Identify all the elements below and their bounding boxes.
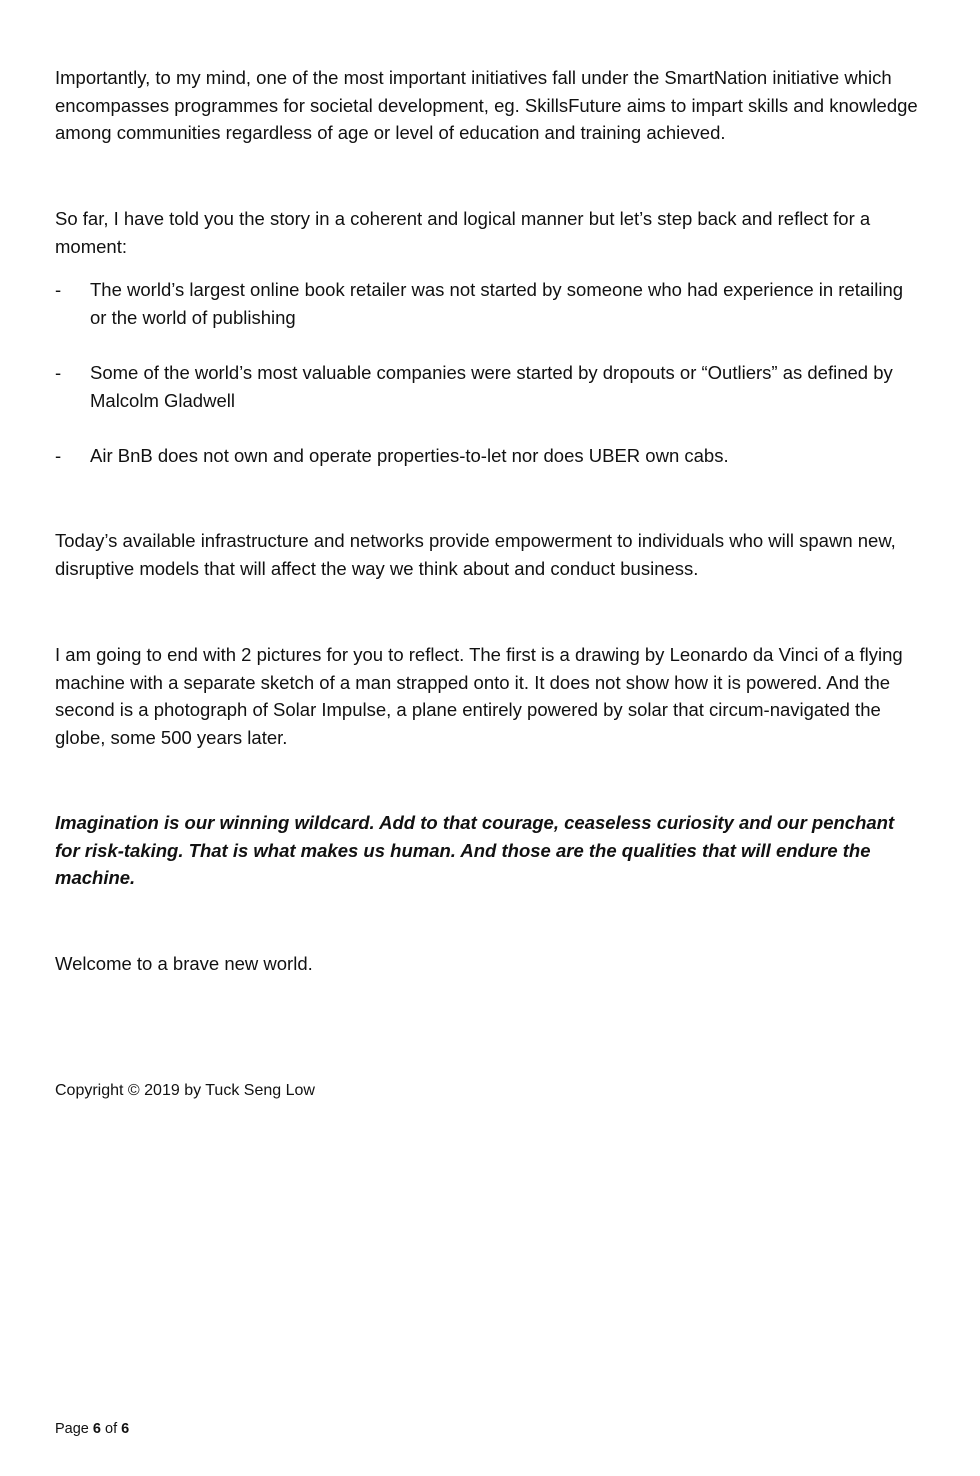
bullet-marker: - <box>55 445 62 466</box>
paragraph-pictures: I am going to end with 2 pictures for you to reflect. The first is a drawing by Leonardo da Vinci of a flying machine with a separate sketch of a man strapped onto it. It does not show how it is powered. And the second is a photograph of Solar Impulse, a plane entirely powered by solar that circum-navigated the globe, some 500 years later. <box>55 644 903 748</box>
current-page-number: 6 <box>92 1421 101 1437</box>
paragraph-welcome: Welcome to a brave new world. <box>55 953 313 974</box>
bullet-marker: - <box>55 362 62 383</box>
bullet-text: Air BnB does not own and operate properties-to-let nor does UBER own cabs. <box>90 445 729 466</box>
of-label: of <box>105 1421 118 1437</box>
copyright-notice: Copyright © 2019 by Tuck Seng Low <box>55 1082 315 1099</box>
paragraph-smartnation: Importantly, to my mind, one of the most important initiatives fall under the SmartNation initiative which encompasses programmes for societal development, eg. SkillsFuture aims to impart skills and knowledge among communities regardless of age or level of education and training achieved. <box>55 67 918 143</box>
paragraph-infrastructure: Today’s available infrastructure and networks provide empowerment to individuals who will spawn new, disruptive models that will affect the way we think about and conduct business. <box>55 530 896 579</box>
bullet-text: Some of the world’s most valuable companies were started by dropouts or “Outliers” as defined by Malcolm Gladwell <box>90 362 893 411</box>
page-label: Page <box>55 1421 89 1437</box>
bullet-text: The world’s largest online book retailer was not started by someone who had experience in retailing or the world of publishing <box>90 279 904 328</box>
bullet-marker: - <box>55 279 62 300</box>
page-number-footer <box>55 1419 129 1439</box>
paragraph-closing: Imagination is our winning wildcard. Add to that courage, ceaseless curiosity and our penchant for risk-taking. That is what makes us human. And those are the qualities that will endure the machine. <box>55 812 895 888</box>
total-pages-number: 6 <box>121 1421 130 1437</box>
paragraph-reflect-intro: So far, I have told you the story in a coherent and logical manner but let’s step back and reflect for a moment: <box>55 208 871 257</box>
